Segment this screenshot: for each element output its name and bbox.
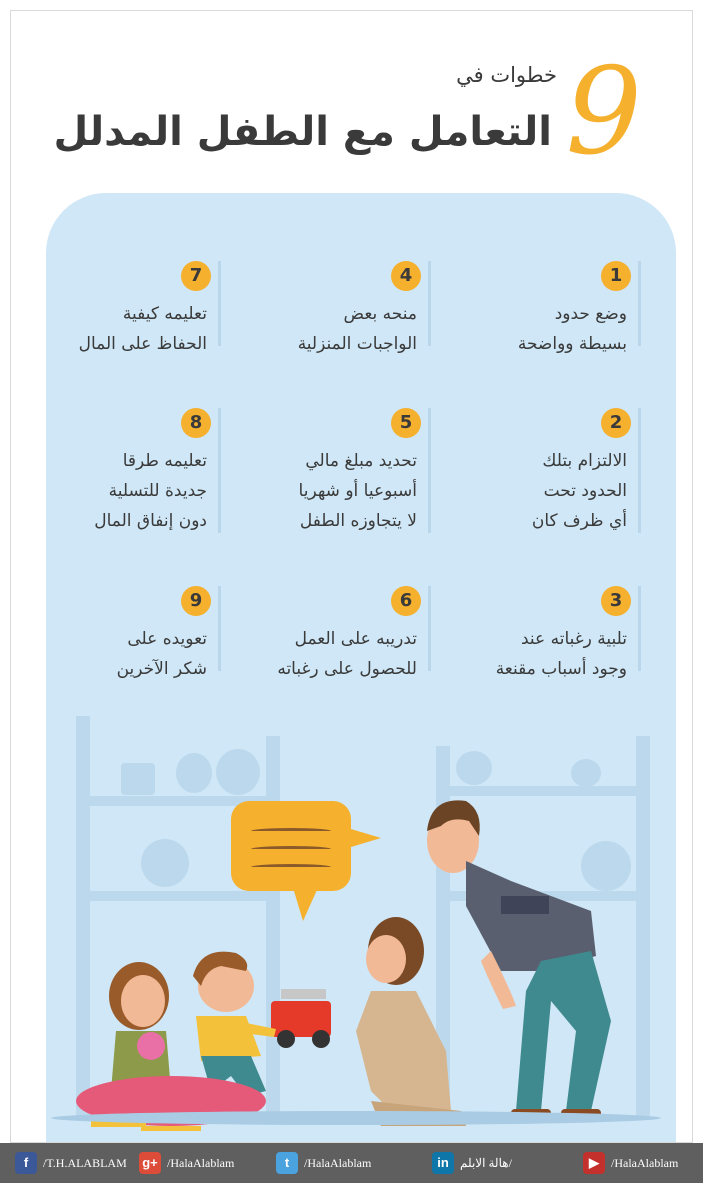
floor-shadow — [51, 1111, 661, 1125]
step-number: 9 — [181, 586, 211, 616]
boy-figure — [193, 952, 276, 1096]
step-divider — [638, 408, 641, 533]
facebook-icon: f — [15, 1152, 37, 1174]
step-text: تلبية رغباته عند وجود أسباب مقنعة — [495, 629, 627, 679]
step-text: تحديد مبلغ مالي أسبوعيا أو شهريا لا يتجاوزه الطفل — [298, 451, 417, 531]
footer-twitter[interactable] — [276, 1152, 371, 1174]
step-text: تعويده على شكر الآخرين — [116, 629, 207, 679]
step-text: تعليمه طرقا جديدة للتسلية دون إنفاق المال — [94, 451, 207, 531]
step-number: 3 — [601, 586, 631, 616]
step-divider — [218, 261, 221, 346]
step-number: 8 — [181, 408, 211, 438]
family-illustration — [71, 791, 631, 1131]
linkedin-icon: in — [432, 1152, 454, 1174]
step-divider — [218, 586, 221, 671]
title-subtitle: خطوات في — [456, 63, 557, 87]
pencil — [141, 1126, 201, 1131]
step-number: 7 — [181, 261, 211, 291]
google-plus-icon: g+ — [139, 1152, 161, 1174]
step-number: 2 — [601, 408, 631, 438]
shelf-toy — [456, 751, 492, 785]
shelf-toy — [571, 759, 601, 787]
step-text: تعليمه كيفية الحفاظ على المال — [78, 304, 207, 354]
step-divider — [638, 586, 641, 671]
step-divider — [218, 408, 221, 533]
step-text: الالتزام بتلك الحدود تحت أي ظرف كان — [531, 451, 627, 531]
twitter-icon: t — [276, 1152, 298, 1174]
shelf-toy — [176, 753, 212, 793]
youtube-icon: ▶ — [583, 1152, 605, 1174]
step-number: 1 — [601, 261, 631, 291]
youtube-handle: /HalaAlablam — [611, 1155, 679, 1170]
father-figure — [427, 800, 611, 1119]
page-title: التعامل مع الطفل المدلل — [53, 109, 552, 155]
twitter-handle: /HalaAlablam — [304, 1155, 372, 1170]
social-footer — [0, 1143, 703, 1183]
title-number: 9 — [565, 43, 642, 182]
footer-linkedin[interactable] — [432, 1152, 512, 1174]
step-divider — [428, 261, 431, 346]
facebook-handle: /T.H.ALABLAM — [43, 1155, 127, 1170]
toy-truck — [271, 989, 331, 1048]
shelf-toy — [216, 749, 260, 795]
step-divider — [428, 408, 431, 533]
linkedin-handle: هالة الابلم/ — [460, 1155, 512, 1170]
step-divider — [638, 261, 641, 346]
footer-facebook[interactable] — [15, 1152, 127, 1174]
step-number: 5 — [391, 408, 421, 438]
googleplus-handle: /HalaAlablam — [167, 1155, 235, 1170]
footer-youtube[interactable] — [583, 1152, 678, 1174]
step-divider — [428, 586, 431, 671]
step-text: وضع حدود بسيطة وواضحة — [517, 304, 627, 354]
mother-figure — [356, 917, 466, 1126]
step-number: 4 — [391, 261, 421, 291]
infographic — [10, 10, 693, 1143]
step-number: 6 — [391, 586, 421, 616]
step-text: منحه بعض الواجبات المنزلية — [297, 304, 417, 354]
step-text: تدريبه على العمل للحصول على رغباته — [277, 629, 417, 679]
footer-googleplus[interactable] — [139, 1152, 234, 1174]
